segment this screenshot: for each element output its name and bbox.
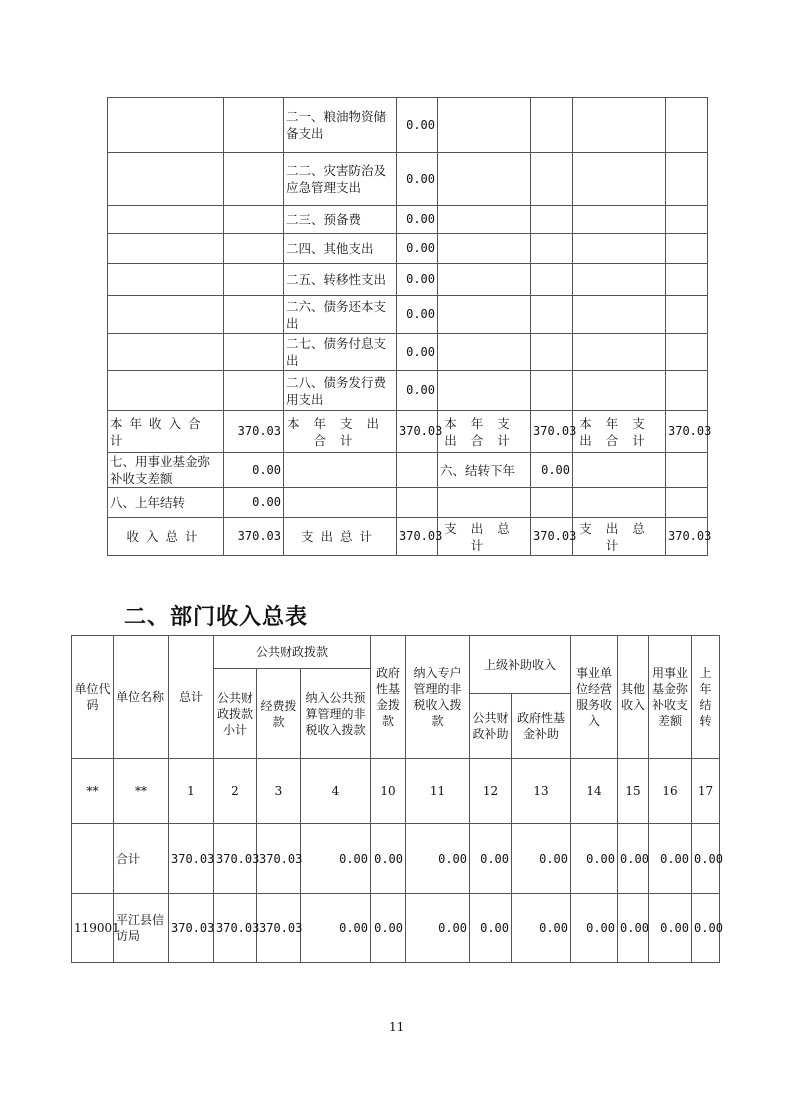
amount-cell: 0.00 (470, 824, 512, 894)
expense-amount-2 (531, 296, 573, 334)
expense-item: 二二、灾害防治及应急管理支出 (284, 153, 397, 206)
expense-item-3 (573, 234, 666, 264)
header-unit-code: 单位代码 (72, 636, 114, 759)
expense-item-3 (573, 98, 666, 153)
expense-amount: 0.00 (397, 98, 438, 153)
expense-amount: 0.00 (397, 206, 438, 234)
income-amount: 0.00 (224, 488, 284, 518)
expense-item-2 (438, 206, 531, 234)
unit-code (72, 824, 114, 894)
expense-item-3 (573, 371, 666, 411)
income-amount (224, 153, 284, 206)
column-number: 11 (406, 759, 470, 824)
expense-amount: 0.00 (397, 334, 438, 371)
expense-amount-3: 370.03 (666, 518, 708, 556)
expense-item: 本年支出合计 (284, 411, 397, 453)
amount-cell: 370.03 (214, 824, 257, 894)
header-gov-fund: 政府性基金拨款 (371, 636, 406, 759)
income-item (108, 334, 224, 371)
expense-item-2 (438, 296, 531, 334)
header-pf-subtotal: 公共财政拨款小计 (214, 669, 257, 759)
expense-amount (397, 488, 438, 518)
expense-amount-2 (531, 334, 573, 371)
amount-cell: 0.00 (371, 824, 406, 894)
table-row (72, 824, 720, 894)
table-row (108, 371, 708, 411)
expense-item: 二三、预备费 (284, 206, 397, 234)
expense-item: 二四、其他支出 (284, 234, 397, 264)
expense-amount-2 (531, 264, 573, 296)
expense-item-2 (438, 264, 531, 296)
expense-item-3 (573, 334, 666, 371)
unit-name: 合计 (114, 824, 169, 894)
expense-amount: 370.03 (397, 518, 438, 556)
expense-amount-3 (666, 153, 708, 206)
column-number: 15 (618, 759, 649, 824)
column-number: 14 (571, 759, 618, 824)
table-row (108, 334, 708, 371)
expense-item-2: 支出总计 (438, 518, 531, 556)
expense-amount-2 (531, 234, 573, 264)
income-amount (224, 264, 284, 296)
income-item (108, 206, 224, 234)
header-row-1 (72, 636, 720, 669)
header-total: 总计 (169, 636, 214, 759)
expense-amount-2: 0.00 (531, 453, 573, 488)
amount-cell: 0.00 (649, 894, 692, 963)
expense-amount-3 (666, 296, 708, 334)
expense-amount-3 (666, 453, 708, 488)
table-row (72, 894, 720, 963)
expense-item-3 (573, 264, 666, 296)
expense-amount-3 (666, 371, 708, 411)
expense-item-2 (438, 98, 531, 153)
column-number-row (72, 759, 720, 824)
expense-item-2 (438, 234, 531, 264)
expense-amount: 0.00 (397, 296, 438, 334)
expense-amount-2 (531, 371, 573, 411)
expense-amount: 0.00 (397, 371, 438, 411)
expense-item-2 (438, 153, 531, 206)
column-number: 1 (169, 759, 214, 824)
expense-amount: 370.03 (397, 411, 438, 453)
header-business: 事业单位经营服务收入 (571, 636, 618, 759)
expense-item-3 (573, 153, 666, 206)
expense-item-2 (438, 371, 531, 411)
expense-item (284, 453, 397, 488)
amount-cell: 0.00 (371, 894, 406, 963)
header-superior-subsidy: 上级补助收入 (470, 636, 571, 694)
table-row (108, 296, 708, 334)
income-amount: 370.03 (224, 411, 284, 453)
expense-item-2: 六、结转下年 (438, 453, 531, 488)
amount-cell: 0.00 (512, 824, 571, 894)
amount-cell: 0.00 (571, 824, 618, 894)
expense-amount-3 (666, 234, 708, 264)
unit-name: 平江县信访局 (114, 894, 169, 963)
header-pf-nontax: 纳入公共预算管理的非税收入拨款 (301, 669, 371, 759)
amount-cell: 370.03 (257, 894, 301, 963)
expense-item-3 (573, 488, 666, 518)
column-number: ** (72, 759, 114, 824)
income-amount (224, 234, 284, 264)
amount-cell: 370.03 (169, 824, 214, 894)
amount-cell: 0.00 (649, 824, 692, 894)
expense-item-2: 本年支出合计 (438, 411, 531, 453)
expense-amount: 0.00 (397, 234, 438, 264)
amount-cell: 0.00 (406, 824, 470, 894)
column-number: 10 (371, 759, 406, 824)
income-item (108, 234, 224, 264)
column-number: 12 (470, 759, 512, 824)
expense-item: 二八、债务发行费用支出 (284, 371, 397, 411)
expense-amount-2: 370.03 (531, 518, 573, 556)
amount-cell: 0.00 (470, 894, 512, 963)
amount-cell: 0.00 (301, 894, 371, 963)
unit-code: 119001 (72, 894, 114, 963)
grand-total-row (108, 518, 708, 556)
header-fund-offset: 用事业基金弥补收支差额 (649, 636, 692, 759)
expense-amount (397, 453, 438, 488)
amount-cell: 0.00 (512, 894, 571, 963)
expense-amount-3 (666, 264, 708, 296)
income-amount (224, 296, 284, 334)
income-item (108, 264, 224, 296)
amount-cell: 0.00 (618, 824, 649, 894)
income-amount: 0.00 (224, 453, 284, 488)
header-last-year: 上年结转 (692, 636, 720, 759)
header-ss-public: 公共财政补助 (470, 694, 512, 759)
table-row (108, 98, 708, 153)
column-number: 2 (214, 759, 257, 824)
expense-amount-2 (531, 153, 573, 206)
table-row (108, 453, 708, 488)
expense-amount: 0.00 (397, 264, 438, 296)
column-number: ** (114, 759, 169, 824)
column-number: 3 (257, 759, 301, 824)
income-item: 收入总计 (108, 518, 224, 556)
section-title: 二、部门收入总表 (124, 605, 309, 630)
amount-cell: 0.00 (692, 894, 720, 963)
amount-cell: 370.03 (214, 894, 257, 963)
income-amount (224, 206, 284, 234)
header-special-nontax: 纳入专户管理的非税收入拨款 (406, 636, 470, 759)
year-total-row (108, 411, 708, 453)
amount-cell: 0.00 (571, 894, 618, 963)
amount-cell: 0.00 (406, 894, 470, 963)
column-number: 4 (301, 759, 371, 824)
expense-amount: 0.00 (397, 153, 438, 206)
expense-item: 二一、粮油物资储备支出 (284, 98, 397, 153)
expense-item: 二五、转移性支出 (284, 264, 397, 296)
header-other: 其他收入 (618, 636, 649, 759)
expense-item-3: 支出总计 (573, 518, 666, 556)
expense-amount-3 (666, 98, 708, 153)
department-income-table (71, 635, 723, 963)
expense-item-3 (573, 453, 666, 488)
income-item: 八、上年结转 (108, 488, 224, 518)
page-number: 11 (389, 1020, 405, 1034)
expense-amount-3 (666, 488, 708, 518)
income-item (108, 98, 224, 153)
table-row (108, 234, 708, 264)
budget-summary-table-continued (107, 97, 712, 556)
column-number: 16 (649, 759, 692, 824)
expense-item-3 (573, 296, 666, 334)
income-amount (224, 334, 284, 371)
expense-amount-3 (666, 334, 708, 371)
income-amount (224, 371, 284, 411)
expense-amount-3 (666, 206, 708, 234)
expense-item-3: 本年支出合计 (573, 411, 666, 453)
column-number: 13 (512, 759, 571, 824)
expense-amount-2 (531, 488, 573, 518)
expense-item: 二七、债务付息支出 (284, 334, 397, 371)
header-ss-govfund: 政府性基金补助 (512, 694, 571, 759)
header-unit-name: 单位名称 (114, 636, 169, 759)
expense-amount-2: 370.03 (531, 411, 573, 453)
header-public-finance: 公共财政拨款 (214, 636, 371, 669)
income-item: 本年收入合计 (108, 411, 224, 453)
amount-cell: 370.03 (257, 824, 301, 894)
income-item (108, 296, 224, 334)
table-row (108, 206, 708, 234)
income-item: 七、用事业基金弥补收支差额 (108, 453, 224, 488)
column-number: 17 (692, 759, 720, 824)
amount-cell: 0.00 (301, 824, 371, 894)
income-item (108, 371, 224, 411)
expense-item-2 (438, 488, 531, 518)
amount-cell: 0.00 (618, 894, 649, 963)
income-amount: 370.03 (224, 518, 284, 556)
expense-item: 二六、债务还本支出 (284, 296, 397, 334)
amount-cell: 0.00 (692, 824, 720, 894)
expense-amount-2 (531, 206, 573, 234)
table-row (108, 264, 708, 296)
expense-amount-3: 370.03 (666, 411, 708, 453)
expense-item-2 (438, 334, 531, 371)
expense-item: 支出总计 (284, 518, 397, 556)
expense-item-3 (573, 206, 666, 234)
income-item (108, 153, 224, 206)
expense-item (284, 488, 397, 518)
income-amount (224, 98, 284, 153)
table-row (108, 488, 708, 518)
table-row (108, 153, 708, 206)
expense-amount-2 (531, 98, 573, 153)
amount-cell: 370.03 (169, 894, 214, 963)
header-pf-funds: 经费拨款 (257, 669, 301, 759)
